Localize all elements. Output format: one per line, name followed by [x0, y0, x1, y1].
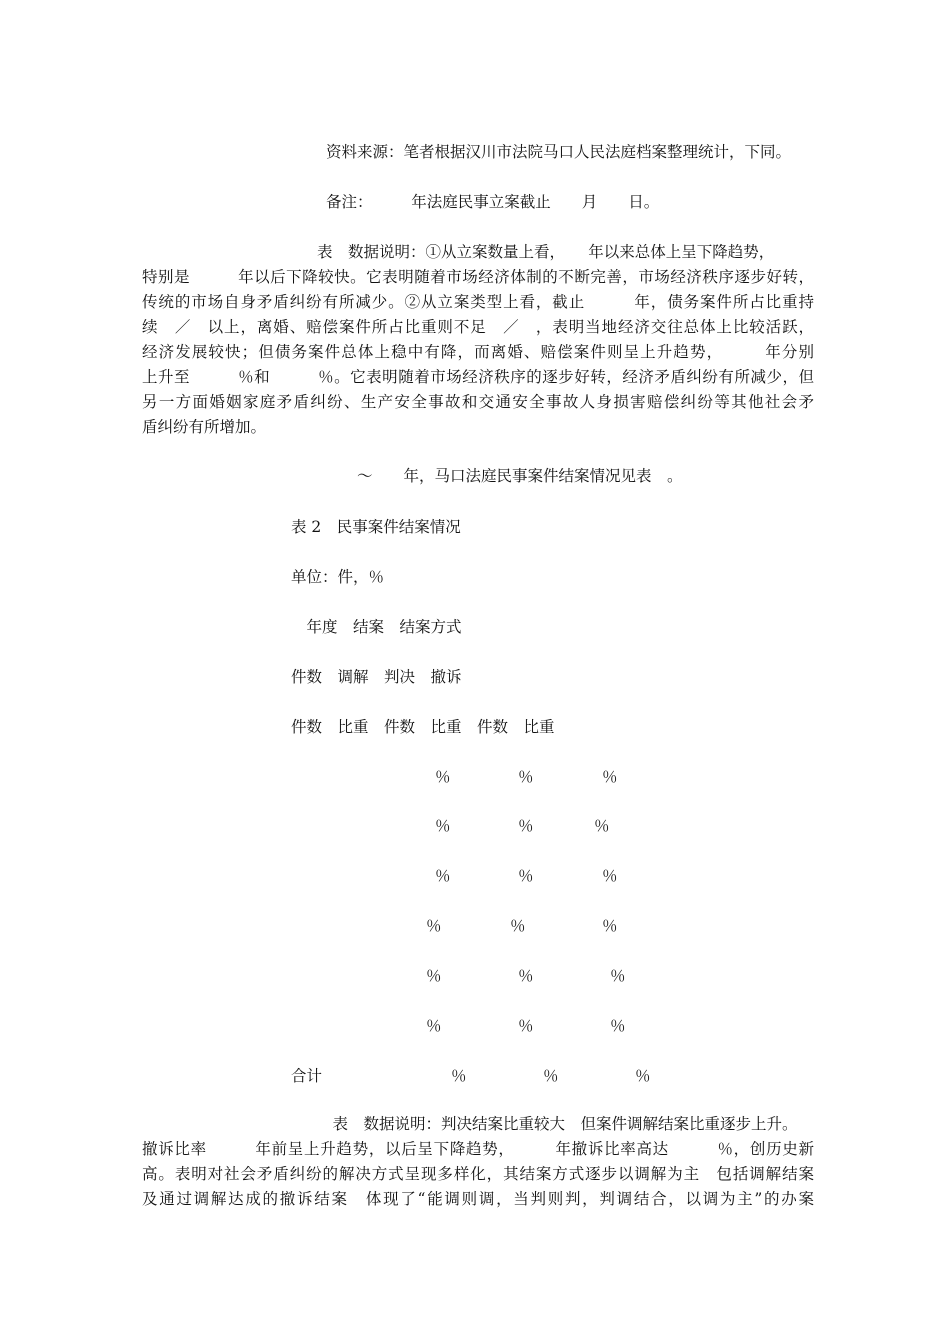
percent-cell: ％ — [602, 917, 618, 935]
percent-cell: ％ — [426, 967, 442, 985]
table2-explanation — [142, 1112, 814, 1212]
paragraph-line: 撤诉比率 年前呈上升趋势，以后呈下降趋势， 年撤诉比率高达 ％，创历史新 — [142, 1140, 814, 1158]
percent-cell: ％ — [518, 1017, 534, 1035]
paragraph-line: 及通过调解达成的撤诉结案 体现了“能调则调，当判则判，判调结合，以调为主”的办案 — [142, 1190, 814, 1208]
paragraph-line: 上升至 ％和 ％。它表明随着市场经济秩序的逐步好转，经济矛盾纠纷有所减少，但 — [142, 368, 814, 386]
remark-note: 备注： 年法庭民事立案截止 月 日。 — [326, 193, 660, 211]
percent-cell: ％ — [594, 817, 610, 835]
percent-cell: ％ — [510, 917, 526, 935]
paragraph-line: 另一方面婚姻家庭矛盾纠纷、生产安全事故和交通安全事故人身损害赔偿纠纷等其他社会矛 — [142, 393, 814, 411]
table2-header-row1: 年度 结案 结案方式 — [291, 618, 462, 636]
paragraph-line: 续 ／ 以上，离婚、赔偿案件所占比重则不足 ／ ，表明当地经济交往总体上比较活跃， — [142, 318, 814, 336]
percent-cell: ％ — [435, 867, 451, 885]
table2-header-row3: 件数 比重 件数 比重 件数 比重 — [291, 718, 555, 736]
percent-cell: ％ — [610, 967, 626, 985]
paragraph-line: 盾纠纷有所增加。 — [142, 418, 267, 436]
paragraph-line: 高。表明对社会矛盾纠纷的解决方式呈现多样化，其结案方式逐步以调解为主 包括调解结案 — [142, 1165, 814, 1183]
percent-cell: ％ — [435, 768, 451, 786]
paragraph-line: 表 数据说明：判决结案比重较大 但案件调解结案比重逐步上升。 — [286, 1115, 798, 1133]
percent-cell: ％ — [602, 768, 618, 786]
percent-cell: ％ — [451, 1067, 467, 1085]
percent-cell: ％ — [435, 817, 451, 835]
source-note: 资料来源：笔者根据汉川市法院马口人民法庭档案整理统计，下同。 — [326, 143, 792, 161]
table2-unit: 单位：件，％ — [291, 568, 385, 586]
paragraph-line: 表 数据说明：①从立案数量上看， 年以来总体上呈下降趋势， — [286, 243, 775, 261]
percent-cell: ％ — [518, 817, 534, 835]
percent-cell: ％ — [543, 1067, 559, 1085]
table2-intro: ～ 年，马口法庭民事案件结案情况见表 。 — [357, 467, 683, 485]
percent-cell: ％ — [426, 917, 442, 935]
paragraph-line: 经济发展较快；但债务案件总体上稳中有降，而离婚、赔偿案件则呈上升趋势， 年分别 — [142, 343, 814, 361]
table1-explanation — [142, 240, 814, 440]
percent-cell: ％ — [518, 967, 534, 985]
percent-cell: ％ — [518, 867, 534, 885]
percent-cell: ％ — [426, 1017, 442, 1035]
percent-cell: ％ — [602, 867, 618, 885]
total-label: 合计 — [291, 1067, 323, 1085]
table2-header-row2: 件数 调解 判决 撤诉 — [291, 668, 462, 686]
percent-cell: ％ — [518, 768, 534, 786]
table2-title: 表 2 民事案件结案情况 — [291, 518, 461, 536]
percent-cell: ％ — [610, 1017, 626, 1035]
percent-cell: ％ — [635, 1067, 651, 1085]
paragraph-line: 特别是 年以后下降较快。它表明随着市场经济体制的不断完善，市场经济秩序逐步好转， — [142, 268, 814, 286]
paragraph-line: 传统的市场自身矛盾纠纷有所减少。②从立案类型上看，截止 年，债务案件所占比重持 — [142, 293, 814, 311]
